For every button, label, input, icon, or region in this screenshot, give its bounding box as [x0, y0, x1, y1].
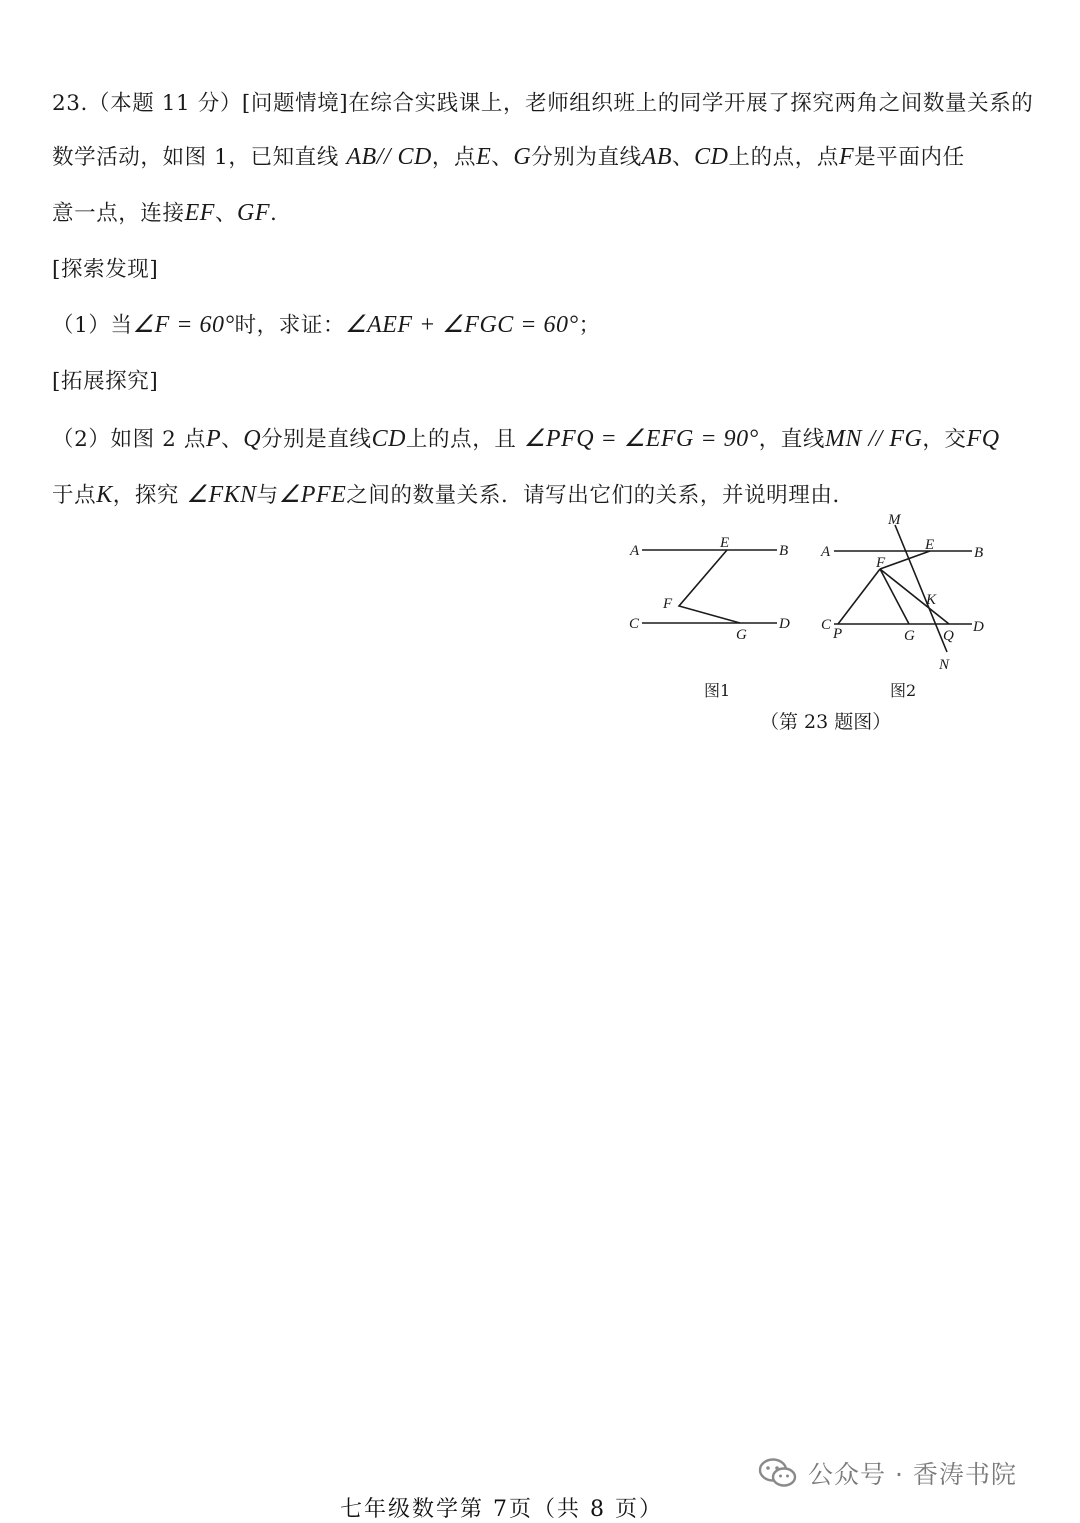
text: 与	[256, 483, 279, 508]
math: ∠AEF + ∠FGC = 60°	[345, 312, 579, 338]
label-d: D	[779, 616, 790, 632]
text: .	[270, 201, 278, 226]
math: AB// CD	[346, 144, 432, 170]
text: 数学活动，如图 1，已知直线	[52, 145, 347, 170]
label-k: K	[926, 592, 937, 608]
text: 于点	[52, 483, 97, 508]
label-c: C	[821, 617, 832, 633]
problem-header	[52, 86, 1033, 117]
figure-1-caption: 图1	[704, 681, 731, 700]
text: ，探究	[112, 483, 187, 508]
problem-line-2	[52, 140, 965, 171]
segment-fp	[838, 569, 880, 624]
math: F	[839, 144, 855, 170]
math: GF	[237, 200, 271, 226]
label-e: E	[925, 537, 935, 553]
section-title: [拓展探究]	[52, 369, 159, 394]
figure-2-caption: 图2	[890, 681, 917, 700]
segment-fg	[880, 569, 909, 624]
problem-line-3	[52, 196, 277, 227]
segment-fe	[880, 551, 930, 569]
math: Q	[243, 426, 262, 452]
text: 意一点，连接	[52, 201, 185, 226]
math: AB	[641, 144, 673, 170]
figure-1-labels	[629, 535, 790, 643]
line-mn	[895, 525, 947, 652]
text: 分别为直线	[531, 145, 642, 170]
text: 上的点，且	[405, 427, 524, 452]
math: E	[476, 144, 492, 170]
watermark-text: 公众号 · 香涛书院	[808, 1460, 1017, 1489]
text: 分别是直线	[261, 427, 372, 452]
math: G	[513, 144, 532, 170]
math: ∠PFE	[278, 482, 347, 508]
label-f: F	[876, 555, 886, 571]
text: （1）当	[52, 313, 133, 338]
text: ；	[578, 313, 601, 338]
label-b: B	[974, 545, 984, 561]
label-g: G	[736, 627, 747, 643]
text: ，交	[922, 427, 967, 452]
math: K	[96, 482, 113, 508]
math: FQ	[966, 426, 1000, 452]
label-d: D	[973, 619, 984, 635]
label-p: P	[833, 626, 843, 642]
math: ∠FKN	[186, 482, 257, 508]
label-c: C	[629, 616, 640, 632]
problem-text: 23.（本题 11 分）[问题情境]在综合实践课上，老师组织班上的同学开展了探究两角之间数量关系的	[52, 91, 1034, 116]
section-extend	[52, 364, 158, 395]
section-explore	[52, 252, 158, 283]
math: CD	[371, 426, 406, 452]
math: ∠F = 60°	[132, 312, 235, 338]
text: 、	[214, 201, 238, 226]
math: P	[205, 426, 222, 452]
segment-fq	[880, 569, 949, 624]
label-m: M	[888, 512, 901, 528]
figure-caption: （第 23 题图）	[760, 711, 892, 733]
page-footer: 七年级数学第 7页（共 8 页）	[340, 1497, 663, 1522]
figure-2-labels	[820, 512, 984, 673]
watermark	[758, 1455, 1017, 1491]
math: EF	[184, 200, 215, 226]
text: 、	[221, 427, 244, 452]
math: ∠PFQ = ∠EFG = 90°	[523, 426, 759, 452]
text: ，点	[431, 145, 477, 170]
section-title: [探索发现]	[52, 257, 159, 282]
text: 时，求证：	[234, 313, 346, 338]
label-a: A	[630, 543, 640, 559]
text: ，直线	[758, 427, 825, 452]
text: 是平面内任	[854, 145, 965, 170]
label-e: E	[720, 535, 730, 551]
text: 、	[672, 145, 695, 170]
question-2-line-1	[52, 422, 1000, 453]
label-a: A	[821, 544, 831, 560]
wechat-icon	[758, 1457, 798, 1489]
label-n: N	[939, 657, 950, 673]
text: 之间的数量关系．请写出它们的关系，并说明理由．	[346, 483, 855, 508]
text: 上的点，点	[728, 145, 839, 170]
geometry-figures	[612, 505, 1012, 705]
question-1	[52, 308, 601, 339]
label-q: Q	[943, 628, 954, 644]
label-f: F	[663, 596, 673, 612]
text: （2）如图 2 点	[52, 427, 206, 452]
label-b: B	[779, 543, 789, 559]
math: CD	[694, 144, 729, 170]
broken-line-efg	[679, 550, 740, 623]
text: 、	[491, 145, 514, 170]
math: MN // FG	[825, 426, 923, 452]
label-g: G	[904, 628, 915, 644]
figure-1	[642, 550, 777, 623]
